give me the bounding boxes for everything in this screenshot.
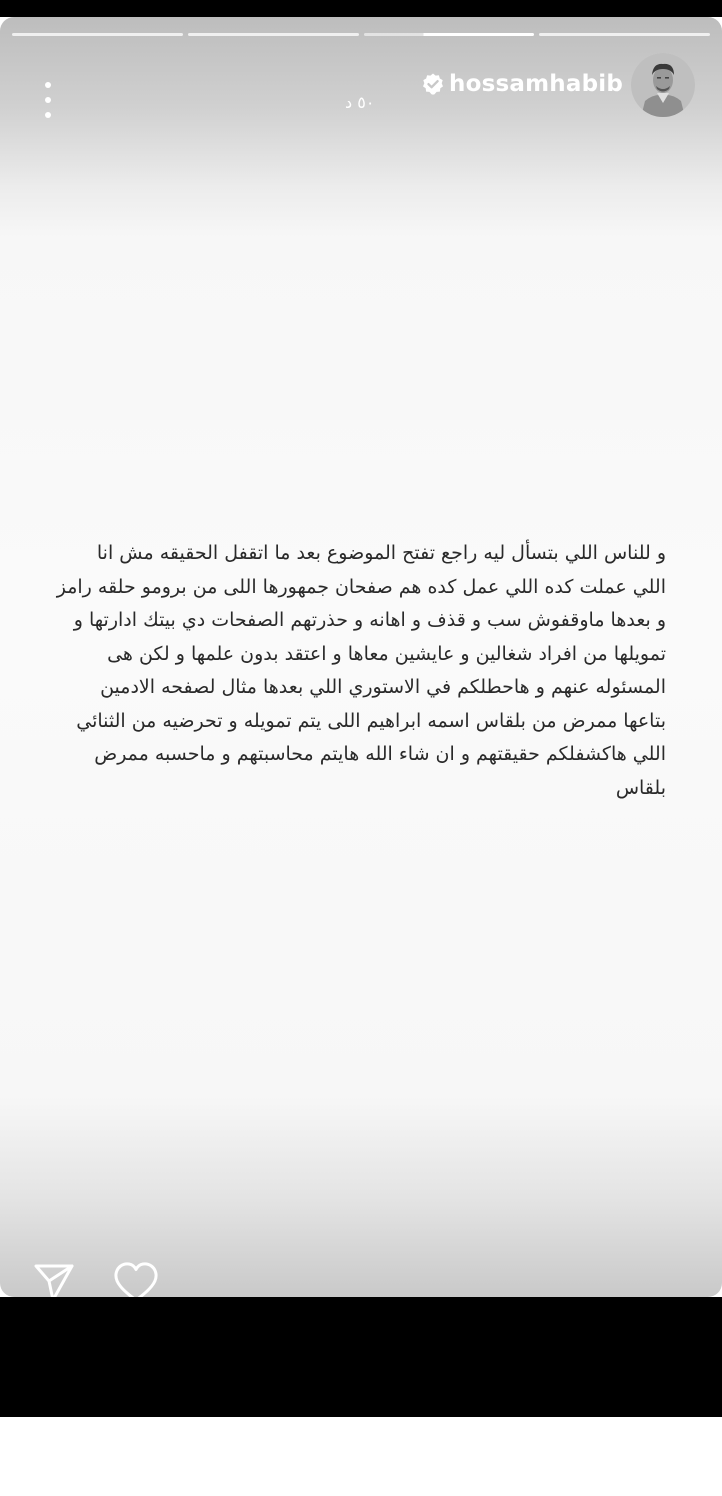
progress-segment — [188, 33, 359, 36]
more-options-button[interactable] — [36, 82, 60, 118]
avatar-photo — [631, 53, 695, 117]
story-header — [0, 53, 722, 117]
story-text — [30, 537, 666, 805]
user-info[interactable] — [421, 71, 623, 97]
progress-segment-current — [364, 33, 535, 36]
heart-icon[interactable] — [112, 1260, 160, 1297]
story-progress-bar — [12, 33, 710, 36]
progress-segment — [539, 33, 710, 36]
story-actions — [30, 1260, 230, 1297]
progress-segment — [12, 33, 183, 36]
story-timestamp: ٥٠ د — [345, 93, 375, 112]
more-vertical-icon — [45, 97, 51, 103]
story-text-line: المسئوله عنهم و هاحطلكم في الاستوري اللي بعدها مثال لصفحه الادمين — [100, 676, 666, 698]
more-vertical-icon — [45, 82, 51, 88]
story-text-line: بتاعها ممرض من بلقاس اسمه ابراهيم اللى يتم تمويله و تحرضيه من الثنائي — [76, 709, 666, 732]
bottom-bar — [0, 1417, 722, 1496]
avatar[interactable] — [631, 53, 695, 117]
verified-badge-icon — [421, 72, 445, 96]
story-viewer[interactable] — [0, 17, 722, 1297]
story-text-line: و بعدها ماوقفوش سب و قذف و اهانه و حذرتهم الصفحات دي بيتك ادارتها و — [73, 609, 666, 631]
story-text-line: اللي عملت كده اللي عمل كده هم صفحان جمهورها اللى من برومو حلقه رامز — [56, 575, 666, 598]
send-icon[interactable] — [32, 1260, 76, 1297]
story-text-line: بلقاس — [615, 776, 666, 799]
more-vertical-icon — [45, 112, 51, 118]
story-text-line: و للناس اللي بتسأل ليه راجع تفتح الموضوع بعد ما اتقفل الحقيقه مش انا — [96, 542, 666, 564]
status-bar-strip — [0, 0, 722, 17]
navigation-area — [0, 1297, 722, 1417]
username[interactable]: hossamhabib — [449, 71, 623, 97]
story-text-line: اللي هاكشفلكم حقيقتهم و ان شاء الله هايتم محاسبتهم و ماحسبه ممرض — [94, 743, 666, 765]
story-text-line: تمويلها من افراد شغالين و عايشين معاها و اعتقد بدون علمها و لكن هى — [107, 642, 666, 665]
